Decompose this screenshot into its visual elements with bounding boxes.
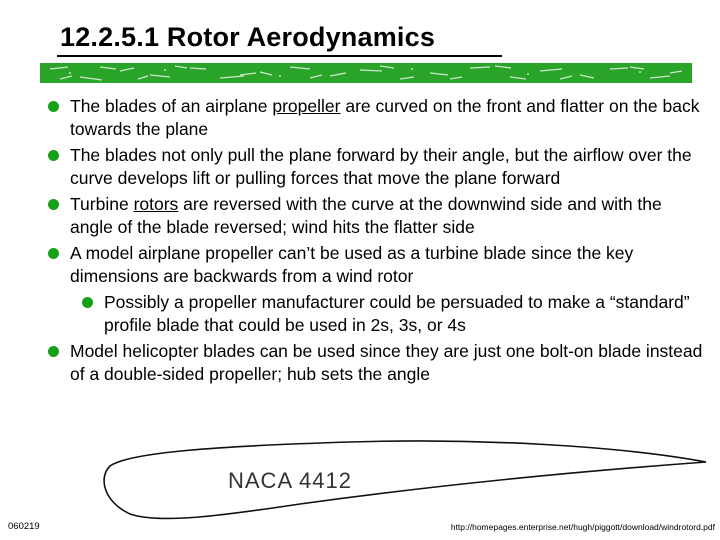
bullet-text: Model helicopter blades can be used since they are just one bolt-on blade instead of a double-sided propeller; hub sets the angle bbox=[70, 341, 703, 384]
rotors-link[interactable]: rotors bbox=[133, 194, 179, 214]
bullet-item bbox=[46, 193, 706, 238]
bullet-dot-icon bbox=[48, 346, 59, 357]
footer-date: 060219 bbox=[8, 521, 40, 532]
propeller-link[interactable]: propeller bbox=[272, 96, 341, 116]
bullet-dot-icon bbox=[48, 199, 59, 210]
bullet-item bbox=[46, 242, 706, 287]
airfoil-profile-image bbox=[100, 440, 710, 522]
bullet-text: The blades of an airplane bbox=[70, 96, 273, 116]
bullet-item bbox=[46, 144, 706, 189]
decorative-green-band bbox=[40, 63, 692, 83]
bullet-text: Possibly a propeller manufacturer could be persuaded to make a “standard” profile blade that could be used in 2s, 3s, or 4s bbox=[104, 292, 690, 335]
bullet-text: are curved on the front and flatter on the back towards the plane bbox=[70, 96, 700, 139]
bullet-dot-icon bbox=[48, 101, 59, 112]
bullet-dot-icon bbox=[82, 297, 93, 308]
bullet-text: are reversed with the curve at the downwind side and with the angle of the blade reversed; wind hits the flatter side bbox=[70, 194, 662, 237]
bullet-text: The blades not only pull the plane forward by their angle, but the airflow over the curve develops lift or pulling forces that move the plane forward bbox=[70, 145, 692, 188]
figure-label: NACA 4412 bbox=[228, 468, 352, 493]
footer-source-link[interactable]: http://homepages.enterprise.net/hugh/piggott/download/windrotord.pdf bbox=[450, 522, 715, 532]
bullet-item bbox=[46, 340, 706, 385]
title-underline bbox=[57, 55, 502, 57]
bullet-item bbox=[46, 95, 706, 140]
bullet-list bbox=[46, 95, 706, 389]
bullet-text: A model airplane propeller can’t be used as a turbine blade since the key dimensions are backwards from a wind rotor bbox=[70, 243, 634, 286]
sub-bullet-item bbox=[80, 291, 706, 336]
bullet-text: Turbine bbox=[70, 194, 134, 214]
bullet-dot-icon bbox=[48, 248, 59, 259]
slide-title: 12.2.5.1 Rotor Aerodynamics bbox=[60, 22, 436, 52]
bullet-dot-icon bbox=[48, 150, 59, 161]
